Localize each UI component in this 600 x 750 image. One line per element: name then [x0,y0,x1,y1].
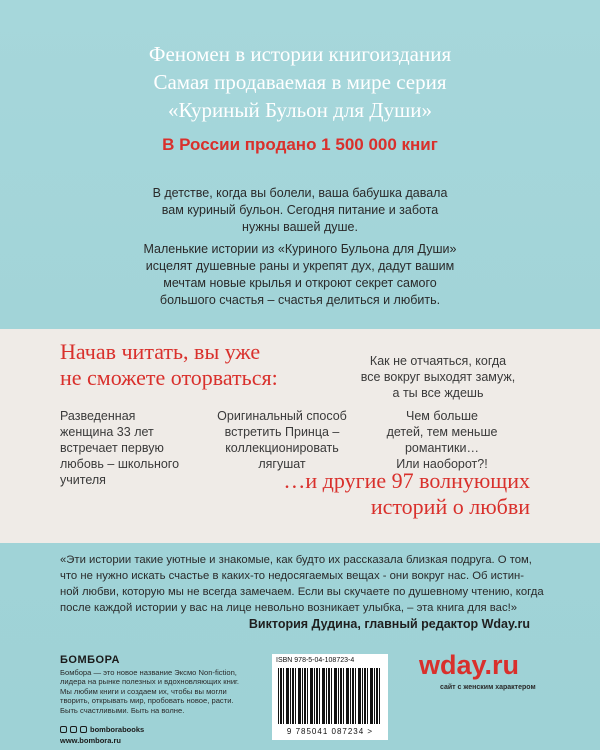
headline-line-3: «Куриный Бульон для Души» [168,98,432,122]
review-quote [60,552,544,616]
other-stories-line: …и другие 97 волнующих [283,468,530,493]
quote-line: «Эти истории такие уютные и знакомые, как будто их рассказала близкая подруга. О том, [60,554,532,566]
story-line: романтики… [404,441,479,455]
publisher-desc-line: лидера на рынке полезных и вдохновляющих книг. [60,677,240,687]
social-links [60,725,144,734]
intro-paragraph [150,185,450,236]
publisher-description [60,668,260,715]
story-line: детей, тем меньше [386,425,498,439]
wday-tagline: сайт с женским характером [440,684,536,691]
story-line: Как не отчаяться, когда [369,354,507,368]
description-line: мечтам новые крылья и откроют секрет самого [163,276,437,290]
isbn-text: ISBN 978-5-04-108723-4 [276,657,355,664]
story-line: Или наоборот?! [396,457,488,471]
band-title-line: Начав читать, вы уже [60,339,261,364]
barcode-bars [278,668,382,724]
story-line: встречает первую [60,441,164,455]
story-line: Чем больше [406,409,478,423]
publisher-desc-line: творить, открывать мир, пробовать новое, расти. [60,696,234,706]
story-line: коллекционировать [225,441,339,455]
story-line: Разведенная [60,409,136,423]
story-line: любовь – школьного [60,457,180,471]
story-line: встретить Принца – [224,425,340,439]
band-title [60,339,278,391]
wday-logo: wday.ru [418,650,520,680]
publisher-website: www.bombora.ru [60,736,121,745]
band-title-line: не сможете оторваться: [60,365,278,390]
publisher-desc-line: Мы любим книги и создаем их, чтобы вы могли [60,686,227,696]
vk-icon [70,726,77,733]
publisher-logo: БОМБОРА [60,654,120,666]
isbn-barcode [272,654,388,740]
description-line: исцелят душевные раны и укрепят дух, дадут вашим [145,259,455,273]
publisher-desc-line: Быть счастливыми. Быть на волне. [60,705,185,715]
barcode-number: 9 785041 087234 > [286,727,374,736]
story-teaser-4 [362,408,522,472]
story-teaser-2 [60,408,200,488]
story-teaser-1 [343,353,533,401]
other-stories-tagline [210,468,530,520]
intro-line: В детстве, когда вы болели, ваша бабушка давала [152,186,448,200]
intro-line: вам куриный бульон. Сегодня питание и забота [161,203,439,217]
other-stories-line: историй о любви [370,494,530,519]
description-line: большого счастья – счастья делиться и любить. [159,293,441,307]
instagram-icon [80,726,87,733]
quote-line: после каждой истории у вас на лице невольно возникает улыбка, – эта книга для вас!» [60,602,518,614]
quote-line: ной любви, которую мы не всегда замечаем. Если вы скучаете по душевному чтению, когда [60,586,544,598]
story-line: женщина 33 лет [60,425,154,439]
story-line: учителя [60,473,106,487]
publisher-desc-line: Бомбора — это новое название Эксмо Non-fiction, [60,668,237,677]
intro-line: нужны вашей душе. [242,220,358,234]
story-teaser-3 [212,408,352,472]
facebook-icon [60,726,67,733]
description-paragraph [120,241,480,309]
description-line: Маленькие истории из «Куриного Бульона для Души» [143,242,457,256]
story-line: все вокруг выходят замуж, [360,370,516,384]
quote-author: Виктория Дудина, главный редактор Wday.ru [248,617,530,631]
headline-line-2: Самая продаваемая в мире серия [153,70,447,94]
social-handle: bomborabooks [90,725,145,734]
story-line: а ты все ждешь [392,386,484,400]
quote-line: что не нужно искать счастье в каких-то недосягаемых вещах - они вокруг нас. Об истин- [60,570,525,582]
story-line: лягушат [258,457,306,471]
story-line: Оригинальный способ [217,409,347,423]
sales-claim: В России продано 1 500 000 книг [162,135,438,154]
headline-line-1: Феномен в истории книгоиздания [148,42,452,66]
